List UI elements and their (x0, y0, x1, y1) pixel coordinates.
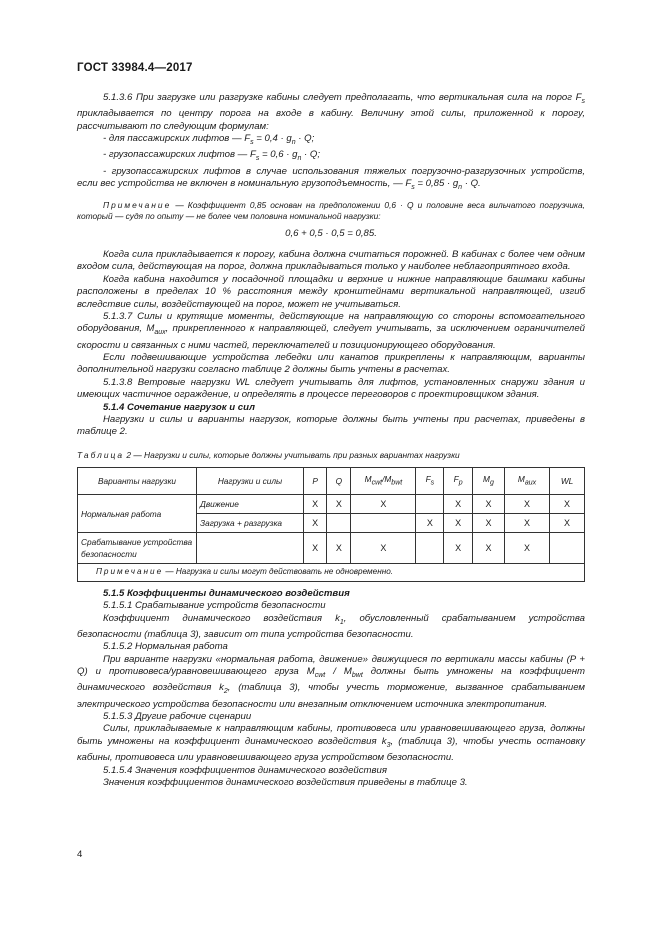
paragraph: Когда кабина находится у посадочной площадки и верхние и нижние направляющие башмаки кабины расположены в пределах 10 % расстояния между кронштейнами вертикальной направляющей, изгиб вследствие силы, воздействующей на порог, может не учитываться. (77, 273, 585, 310)
table-cell: X (444, 533, 473, 564)
table-header-cell: $M_{cwt}/M_{bwt}$ (351, 468, 416, 495)
table-cell (351, 514, 416, 533)
paragraph-5136: 5.1.3.6 При загрузке или разгрузке кабины следует предполагать, что вертикальная сила на порог $F_s$ прикладывается по центру порога на входе в кабину. Величину этой силы, приложенной к порогу, рассчитывают по следующим формулам: (77, 92, 585, 132)
paragraph: Если подвешивающие устройства лебедки или канатов прикреплены к направляющим, варианты дополнительной нагрузки согласно таблице 2 должны быть учтены в расчетах. (77, 352, 585, 376)
table-cell: X (327, 533, 351, 564)
table-cell: X (444, 495, 473, 514)
table-header-cell: $F_p$ (444, 468, 473, 495)
table-cell: X (472, 514, 504, 533)
paragraph: Когда сила прикладывается к порогу, кабина должна считаться порожней. В кабинах с более чем одним входом сила, действующая на порог, должна прикладываться только у наиболее неблагоприятного входа. (77, 248, 585, 273)
list-item: - грузопассажирских лифтов в случае использования тяжелых погрузочно-разгрузочных устройств, если вес устройства не включен в номинальную грузоподъемность, — $F_s = 0,85 \cdot g_n \cdot Q$. (77, 165, 585, 192)
table-header-cell: P (304, 468, 327, 495)
table-cell: X (351, 533, 416, 564)
table-cell: X (504, 533, 549, 564)
subsection-heading: 5.1.5.2 Нормальная работа (103, 641, 228, 653)
table-note: Примечание — Нагрузка и силы могут действовать не одновременно. (78, 564, 585, 581)
table-cell: Движение (197, 495, 304, 514)
table-cell: X (550, 514, 585, 533)
table-cell (327, 514, 351, 533)
table-header-cell: Варианты нагрузки (78, 468, 197, 495)
subsection-heading: 5.1.5.1 Срабатывание устройств безопасности (103, 600, 326, 612)
table-cell: X (304, 514, 327, 533)
table-cell: X (472, 495, 504, 514)
table-cell: Загрузка + разгрузка (197, 514, 304, 533)
formula: 0,6 + 0,5 · 0,5 = 0,85. (285, 228, 377, 240)
paragraph: Нагрузки и силы и варианты нагрузок, которые должны быть учтены при расчетах, приведены в таблице 2. (77, 414, 585, 438)
table-header-cell: Нагрузки и силы (197, 468, 304, 495)
section-heading-515: 5.1.5 Коэффициенты динамического воздействия (103, 587, 350, 599)
table-cell (197, 533, 304, 564)
table-cell: X (550, 495, 585, 514)
table-cell (550, 533, 585, 564)
table-header-cell: WL (550, 468, 585, 495)
table-cell: Срабатывание устройства безопасности (78, 533, 197, 564)
table-header-row (78, 468, 585, 495)
list-item: - грузопассажирских лифтов — $F_s = 0,6 \cdot g_n \cdot Q$; (103, 149, 321, 163)
table-row (78, 533, 585, 564)
table-cell: X (472, 533, 504, 564)
table-cell: X (504, 495, 549, 514)
paragraph: Значения коэффициентов динамического воздействия приведены в таблице 3. (103, 777, 468, 788)
table-cell: Нормальная работа (78, 495, 197, 533)
table-header-cell: Q (327, 468, 351, 495)
paragraph: Силы, прикладываемые к направляющим кабины, противовеса или уравновешивающего груза, должны быть умножены на коэффициент динамического воздействия $k_3$, (таблица 3), чтобы учесть остановку кабины, противовеса или уравновешивающего груза устройством безопасности. (77, 723, 585, 764)
list-item: - для пассажирских лифтов — $F_s = 0,4 \cdot g_n \cdot Q$; (103, 133, 315, 147)
section-heading-514: 5.1.4 Сочетание нагрузок и сил (103, 401, 255, 413)
table-note-row (78, 564, 585, 581)
table-cell (416, 533, 444, 564)
table-cell: X (327, 495, 351, 514)
table-header-cell: $M_g$ (472, 468, 504, 495)
paragraph: Коэффициент динамического воздействия $k_1$, обусловленный срабатыванием устройства безопасности (таблица 3), зависит от типа устройства безопасности. (77, 612, 585, 640)
table-cell: X (351, 495, 416, 514)
loads-table (77, 467, 585, 581)
table-cell: X (504, 514, 549, 533)
document-header: ГОСТ 33984.4—2017 (77, 62, 193, 74)
table-cell (416, 495, 444, 514)
table-cell: X (416, 514, 444, 533)
table-cell: X (304, 495, 327, 514)
page-number: 4 (77, 849, 83, 860)
table-cell: X (444, 514, 473, 533)
table-cell: X (304, 533, 327, 564)
note: Примечание — Коэффициент 0,85 основан на предположении 0,6 · Q и половине веса вильчатого погрузчика, который — судя по опыту — не более чем половина номинальной нагрузки: (77, 200, 585, 222)
paragraph-5138: 5.1.3.8 Ветровые нагрузки WL следует учитывать для лифтов, установленных снаружи здания и имеющих частичное ограждение, и определять в процессе переговоров с проектировщиком здания. (77, 376, 585, 401)
table-header-cell: $F_s$ (416, 468, 444, 495)
paragraph-5137: 5.1.3.7 Силы и крутящие моменты, действующие на направляющую со стороны вспомогательного оборудования, $M_{aux}$, прикрепленного к направляющей, следует учитывать, за исключением ограничителей скорости и связанных с ними частей, переключателей и позиционирующего оборудования. (77, 310, 586, 351)
subsection-heading: 5.1.5.4 Значения коэффициентов динамического воздействия (103, 764, 387, 776)
table-row (78, 495, 585, 514)
subsection-heading: 5.1.5.3 Другие рабочие сценарии (103, 711, 252, 723)
table-header-cell: $M_{aux}$ (504, 468, 549, 495)
table-caption: Таблица 2 — Нагрузки и силы, которые должны учитывать при разных вариантах нагрузки (77, 449, 460, 460)
paragraph: При варианте нагрузки «нормальная работа, движение» движущиеся по вертикали массы кабины (P + Q) и противовеса/уравновешивающего груза $M_{cwt} / M_{bwt}$ должны быть умножены на коэффициент динамического воздействия $k_2$, (таблица 3), чтобы учесть торможение, вызванное срабатыванием электрического устройства безопасности или внезапным отключением источника электропитания. (77, 653, 585, 710)
document-body (77, 92, 585, 789)
